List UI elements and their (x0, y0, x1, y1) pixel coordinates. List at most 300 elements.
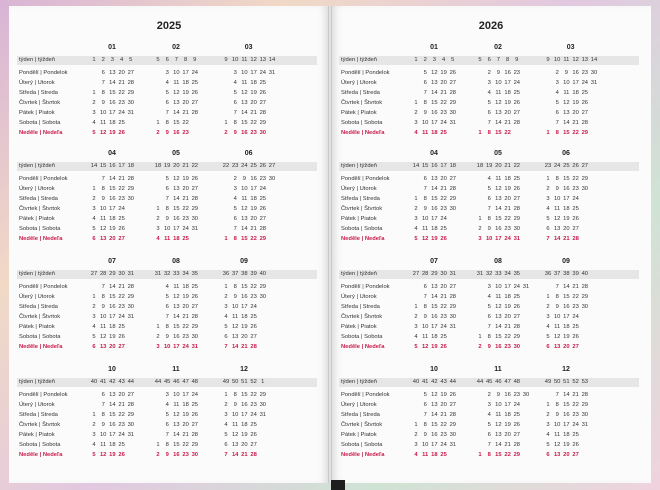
day-date: 9 (233, 130, 237, 136)
day-date: 15 (431, 422, 438, 428)
day-date: 13 (495, 432, 502, 438)
day-date: 24 (118, 314, 125, 320)
day-date: 21 (440, 412, 447, 418)
day-date: 13 (431, 284, 438, 290)
day-date: 25 (440, 452, 447, 458)
day-date: 10 (163, 344, 171, 350)
day-date: 30 (191, 452, 199, 458)
week-number: 18 (127, 163, 135, 169)
day-date: 19 (440, 392, 447, 398)
day-label: Středa | Streda (341, 412, 380, 418)
day-date: 23 (513, 70, 521, 76)
day-date: 25 (191, 402, 199, 408)
day-date: 22 (182, 120, 189, 126)
day-date: 29 (127, 412, 135, 418)
day-date: 4 (414, 130, 418, 136)
day-date: 20 (563, 452, 570, 458)
day-date: 12 (495, 422, 502, 428)
day-label: Pondělí | Pondelok (19, 392, 68, 398)
day-date: 16 (109, 304, 116, 310)
day-date: 6 (233, 100, 237, 106)
day-date: 6 (165, 100, 169, 106)
day-date: 9 (423, 206, 427, 212)
week-number: 9 (515, 57, 519, 63)
day-date: 31 (191, 344, 199, 350)
day-date: 31 (127, 432, 135, 438)
week-number: 42 (431, 379, 438, 385)
day-date: 22 (250, 392, 257, 398)
day-date: 12 (99, 226, 107, 232)
day-date: 15 (563, 176, 570, 182)
day-date: 10 (485, 236, 493, 242)
day-label: Úterý | Utorok (341, 294, 377, 300)
day-date: 8 (423, 422, 427, 428)
weekday-row (17, 98, 317, 108)
day-date: 12 (241, 206, 248, 212)
day-date: 9 (242, 176, 246, 182)
day-date: 30 (127, 196, 135, 202)
week-label: týden | týždeň (341, 57, 377, 63)
week-number: 14 (590, 57, 598, 63)
month-name: 09 (240, 258, 248, 265)
week-number: 44 (154, 379, 162, 385)
day-label: Neděle | Nedeľa (19, 236, 63, 242)
day-date: 25 (259, 196, 267, 202)
week-number: 52 (250, 379, 257, 385)
week-number: 35 (191, 271, 199, 277)
day-label: Sobota | Sobota (19, 120, 61, 126)
day-date: 1 (414, 196, 418, 202)
week-label: týden | týždeň (19, 57, 55, 63)
weekday-row (17, 282, 317, 292)
quarter-block (17, 148, 317, 244)
week-number: 21 (182, 163, 189, 169)
day-date: 2 (414, 432, 418, 438)
day-date: 15 (109, 90, 116, 96)
day-date: 5 (165, 294, 169, 300)
week-number: 41 (99, 379, 107, 385)
week-number-row (17, 56, 317, 65)
weekday-row (339, 68, 639, 78)
week-number: 18 (154, 163, 162, 169)
day-date: 27 (513, 196, 521, 202)
day-date: 5 (92, 452, 96, 458)
week-number: 34 (182, 271, 189, 277)
day-date: 4 (487, 176, 491, 182)
day-date: 4 (487, 294, 491, 300)
day-date: 27 (191, 186, 199, 192)
day-date: 23 (440, 314, 447, 320)
day-date: 22 (440, 100, 447, 106)
day-date: 12 (563, 100, 570, 106)
day-date: 20 (109, 344, 116, 350)
day-date: 31 (191, 226, 199, 232)
day-date: 6 (423, 80, 427, 86)
day-date: 17 (563, 314, 570, 320)
week-number: 51 (241, 379, 248, 385)
day-date: 11 (495, 90, 502, 96)
day-date: 11 (554, 206, 561, 212)
day-date: 14 (173, 314, 180, 320)
day-date: 19 (504, 186, 511, 192)
day-date: 18 (109, 442, 116, 448)
day-date: 10 (421, 120, 429, 126)
week-number: 2 (101, 57, 105, 63)
right-page (331, 6, 651, 483)
day-date: 17 (250, 70, 257, 76)
day-date: 7 (101, 402, 105, 408)
day-date: 15 (563, 294, 570, 300)
week-label: týden | týždeň (19, 379, 55, 385)
day-date: 17 (431, 216, 438, 222)
week-number: 25 (563, 163, 570, 169)
day-date: 21 (572, 120, 579, 126)
day-date: 19 (241, 324, 248, 330)
day-date: 13 (173, 422, 180, 428)
week-number: 28 (421, 271, 429, 277)
day-label: Pátek | Piatok (341, 110, 377, 116)
day-date: 10 (99, 432, 107, 438)
day-date: 20 (572, 110, 579, 116)
weekday-row (17, 440, 317, 450)
week-number: 13 (259, 57, 267, 63)
day-date: 14 (563, 392, 570, 398)
day-date: 2 (414, 314, 418, 320)
day-date: 12 (231, 324, 239, 330)
day-date: 4 (92, 216, 96, 222)
day-date: 24 (513, 284, 521, 290)
day-date: 25 (572, 206, 579, 212)
week-number: 3 (110, 57, 114, 63)
day-date: 22 (440, 422, 447, 428)
sunday-row (17, 450, 317, 460)
day-date: 11 (173, 402, 180, 408)
month-name: 04 (108, 150, 116, 157)
day-date: 12 (553, 216, 561, 222)
day-date: 18 (563, 206, 570, 212)
day-label: Úterý | Utorok (19, 186, 55, 192)
weekday-row (17, 224, 317, 234)
day-label: Sobota | Sobota (19, 334, 61, 340)
day-date: 14 (231, 344, 239, 350)
day-date: 7 (101, 284, 105, 290)
week-number: 38 (563, 271, 570, 277)
week-number: 40 (581, 271, 589, 277)
week-number: 18 (476, 163, 484, 169)
week-number: 9 (193, 57, 197, 63)
day-date: 4 (414, 226, 418, 232)
week-number: 2 (423, 57, 427, 63)
day-date: 20 (182, 422, 189, 428)
day-date: 27 (449, 284, 457, 290)
sunday-row (17, 342, 317, 352)
day-date: 21 (118, 80, 125, 86)
day-date: 6 (224, 442, 228, 448)
day-date: 18 (182, 284, 189, 290)
day-date: 2 (224, 294, 228, 300)
day-date: 15 (241, 120, 248, 126)
day-date: 5 (414, 344, 418, 350)
week-number: 5 (156, 57, 160, 63)
day-date: 7 (555, 120, 559, 126)
day-date: 21 (440, 294, 447, 300)
day-date: 28 (581, 284, 589, 290)
weekday-row (17, 332, 317, 342)
day-date: 9 (487, 226, 491, 232)
day-date: 20 (504, 110, 511, 116)
day-date: 30 (259, 294, 267, 300)
day-label: Pondělí | Pondelok (341, 284, 390, 290)
day-date: 4 (165, 284, 169, 290)
month-name: 11 (172, 366, 180, 373)
week-number: 5 (129, 57, 133, 63)
day-label: Sobota | Sobota (19, 226, 61, 232)
day-label: Neděle | Nedeľa (341, 236, 385, 242)
day-date: 30 (449, 314, 457, 320)
day-date: 10 (99, 206, 107, 212)
day-date: 22 (182, 324, 189, 330)
day-date: 18 (504, 176, 511, 182)
day-date: 10 (495, 284, 502, 290)
day-date: 8 (165, 324, 169, 330)
day-date: 30 (522, 392, 530, 398)
day-date: 12 (99, 452, 107, 458)
day-date: 18 (109, 120, 116, 126)
day-date: 22 (440, 196, 447, 202)
week-number: 18 (449, 163, 457, 169)
day-date: 5 (233, 90, 237, 96)
month-name: 07 (108, 258, 116, 265)
day-date: 2 (487, 70, 491, 76)
day-label: Středa | Streda (341, 196, 380, 202)
day-date: 3 (546, 196, 550, 202)
day-date: 4 (233, 196, 237, 202)
day-date: 20 (504, 432, 511, 438)
day-date: 15 (495, 216, 502, 222)
day-date: 7 (423, 412, 427, 418)
day-date: 27 (572, 452, 579, 458)
day-date: 5 (555, 100, 559, 106)
day-date: 3 (165, 392, 169, 398)
day-date: 5 (165, 90, 169, 96)
day-date: 7 (546, 236, 550, 242)
day-date: 3 (414, 120, 418, 126)
day-date: 13 (173, 186, 180, 192)
day-date: 4 (487, 90, 491, 96)
day-date: 6 (92, 236, 96, 242)
book-spine (328, 6, 332, 483)
month-name: 11 (494, 366, 502, 373)
day-date: 1 (478, 452, 482, 458)
day-date: 4 (224, 422, 228, 428)
day-date: 1 (414, 422, 418, 428)
day-date: 27 (581, 110, 589, 116)
day-date: 14 (431, 186, 438, 192)
week-number: 50 (231, 379, 239, 385)
day-date: 20 (118, 70, 125, 76)
day-date: 22 (572, 294, 579, 300)
day-date: 25 (440, 334, 447, 340)
week-number: 43 (440, 379, 447, 385)
weekday-row (339, 184, 639, 194)
day-date: 12 (173, 176, 180, 182)
day-date: 20 (563, 226, 570, 232)
day-label: Pondělí | Pondelok (341, 70, 390, 76)
day-date: 8 (165, 442, 169, 448)
day-date: 12 (495, 100, 502, 106)
day-date: 16 (109, 422, 116, 428)
day-date: 6 (101, 392, 105, 398)
week-number: 1 (92, 57, 96, 63)
day-label: Čtvrtek | Štvrtok (341, 206, 383, 212)
month-name: 03 (244, 44, 253, 51)
day-date: 16 (572, 70, 579, 76)
week-number: 14 (268, 57, 276, 63)
weekday-row (339, 88, 639, 98)
day-date: 4 (414, 334, 418, 340)
week-number: 22 (222, 163, 230, 169)
day-date: 11 (100, 442, 107, 448)
day-date: 8 (233, 392, 237, 398)
day-date: 11 (232, 314, 239, 320)
day-date: 23 (581, 70, 589, 76)
day-date: 17 (173, 226, 180, 232)
day-date: 26 (513, 100, 521, 106)
week-number: 30 (118, 271, 125, 277)
day-date: 22 (572, 176, 579, 182)
day-date: 30 (581, 412, 589, 418)
weekday-row (339, 292, 639, 302)
day-label: Čtvrtek | Štvrtok (341, 100, 383, 106)
day-date: 17 (431, 324, 438, 330)
day-date: 27 (259, 100, 267, 106)
day-date: 23 (250, 294, 257, 300)
day-date: 20 (440, 402, 447, 408)
day-date: 9 (101, 100, 105, 106)
week-number: 28 (99, 271, 107, 277)
day-date: 18 (182, 80, 189, 86)
week-label: týden | týždeň (19, 271, 55, 277)
day-date: 24 (259, 186, 267, 192)
day-date: 18 (504, 294, 511, 300)
day-date: 31 (268, 70, 276, 76)
day-date: 29 (127, 90, 135, 96)
day-date: 8 (101, 294, 105, 300)
week-number: 10 (231, 57, 239, 63)
weekday-row (339, 194, 639, 204)
day-date: 16 (241, 294, 248, 300)
day-date: 12 (431, 392, 438, 398)
day-date: 1 (478, 334, 482, 340)
day-date: 29 (191, 206, 199, 212)
weekday-row (17, 430, 317, 440)
day-date: 26 (259, 206, 267, 212)
weekday-row (17, 302, 317, 312)
day-date: 5 (92, 226, 96, 232)
week-number: 7 (496, 57, 500, 63)
day-date: 7 (165, 196, 169, 202)
weekday-row (17, 292, 317, 302)
day-date: 24 (440, 324, 447, 330)
weekday-row (17, 108, 317, 118)
day-date: 29 (581, 130, 589, 136)
day-date: 14 (109, 176, 116, 182)
day-date: 21 (250, 226, 257, 232)
day-date: 19 (109, 452, 116, 458)
day-date: 4 (92, 442, 96, 448)
week-number: 37 (231, 271, 239, 277)
day-date: 7 (487, 206, 491, 212)
day-date: 14 (563, 120, 570, 126)
day-date: 23 (182, 334, 189, 340)
day-date: 17 (431, 120, 438, 126)
day-date: 6 (487, 196, 491, 202)
week-number: 24 (553, 163, 561, 169)
day-date: 2 (233, 176, 237, 182)
day-date: 28 (250, 452, 257, 458)
month-header-row (339, 256, 639, 270)
day-date: 6 (101, 70, 105, 76)
day-label: Pátek | Piatok (19, 110, 55, 116)
day-date: 28 (581, 392, 589, 398)
day-date: 24 (250, 304, 257, 310)
month-header-row (17, 42, 317, 56)
week-number: 22 (191, 163, 199, 169)
day-date: 3 (487, 402, 491, 408)
weekday-row (339, 174, 639, 184)
week-number: 27 (412, 271, 420, 277)
weekday-row (339, 410, 639, 420)
day-date: 9 (423, 432, 427, 438)
day-date: 20 (182, 100, 189, 106)
day-date: 25 (250, 422, 257, 428)
day-date: 12 (495, 186, 502, 192)
day-date: 1 (546, 130, 550, 136)
day-date: 2 (546, 304, 550, 310)
day-date: 14 (109, 80, 116, 86)
day-date: 3 (546, 422, 550, 428)
weekday-row (339, 400, 639, 410)
day-label: Středa | Streda (341, 90, 380, 96)
day-date: 26 (191, 412, 199, 418)
day-date: 24 (504, 236, 511, 242)
day-date: 30 (268, 176, 276, 182)
day-label: Neděle | Nedeľa (341, 344, 385, 350)
day-date: 16 (173, 130, 180, 136)
day-date: 5 (224, 324, 228, 330)
day-date: 26 (250, 324, 257, 330)
day-date: 16 (563, 304, 570, 310)
day-date: 17 (241, 412, 248, 418)
day-date: 28 (127, 284, 135, 290)
weekday-row (17, 78, 317, 88)
year-title-2025: 2025 (156, 20, 182, 32)
day-date: 8 (101, 90, 105, 96)
week-number: 48 (513, 379, 521, 385)
week-number: 36 (544, 271, 552, 277)
week-number: 51 (563, 379, 570, 385)
day-date: 6 (224, 334, 228, 340)
day-date: 24 (572, 196, 579, 202)
day-date: 25 (250, 314, 257, 320)
day-date: 11 (495, 176, 502, 182)
day-date: 22 (504, 130, 511, 136)
day-date: 10 (231, 304, 239, 310)
day-date: 3 (224, 304, 228, 310)
day-date: 23 (572, 186, 579, 192)
day-date: 9 (423, 314, 427, 320)
day-date: 5 (546, 442, 550, 448)
